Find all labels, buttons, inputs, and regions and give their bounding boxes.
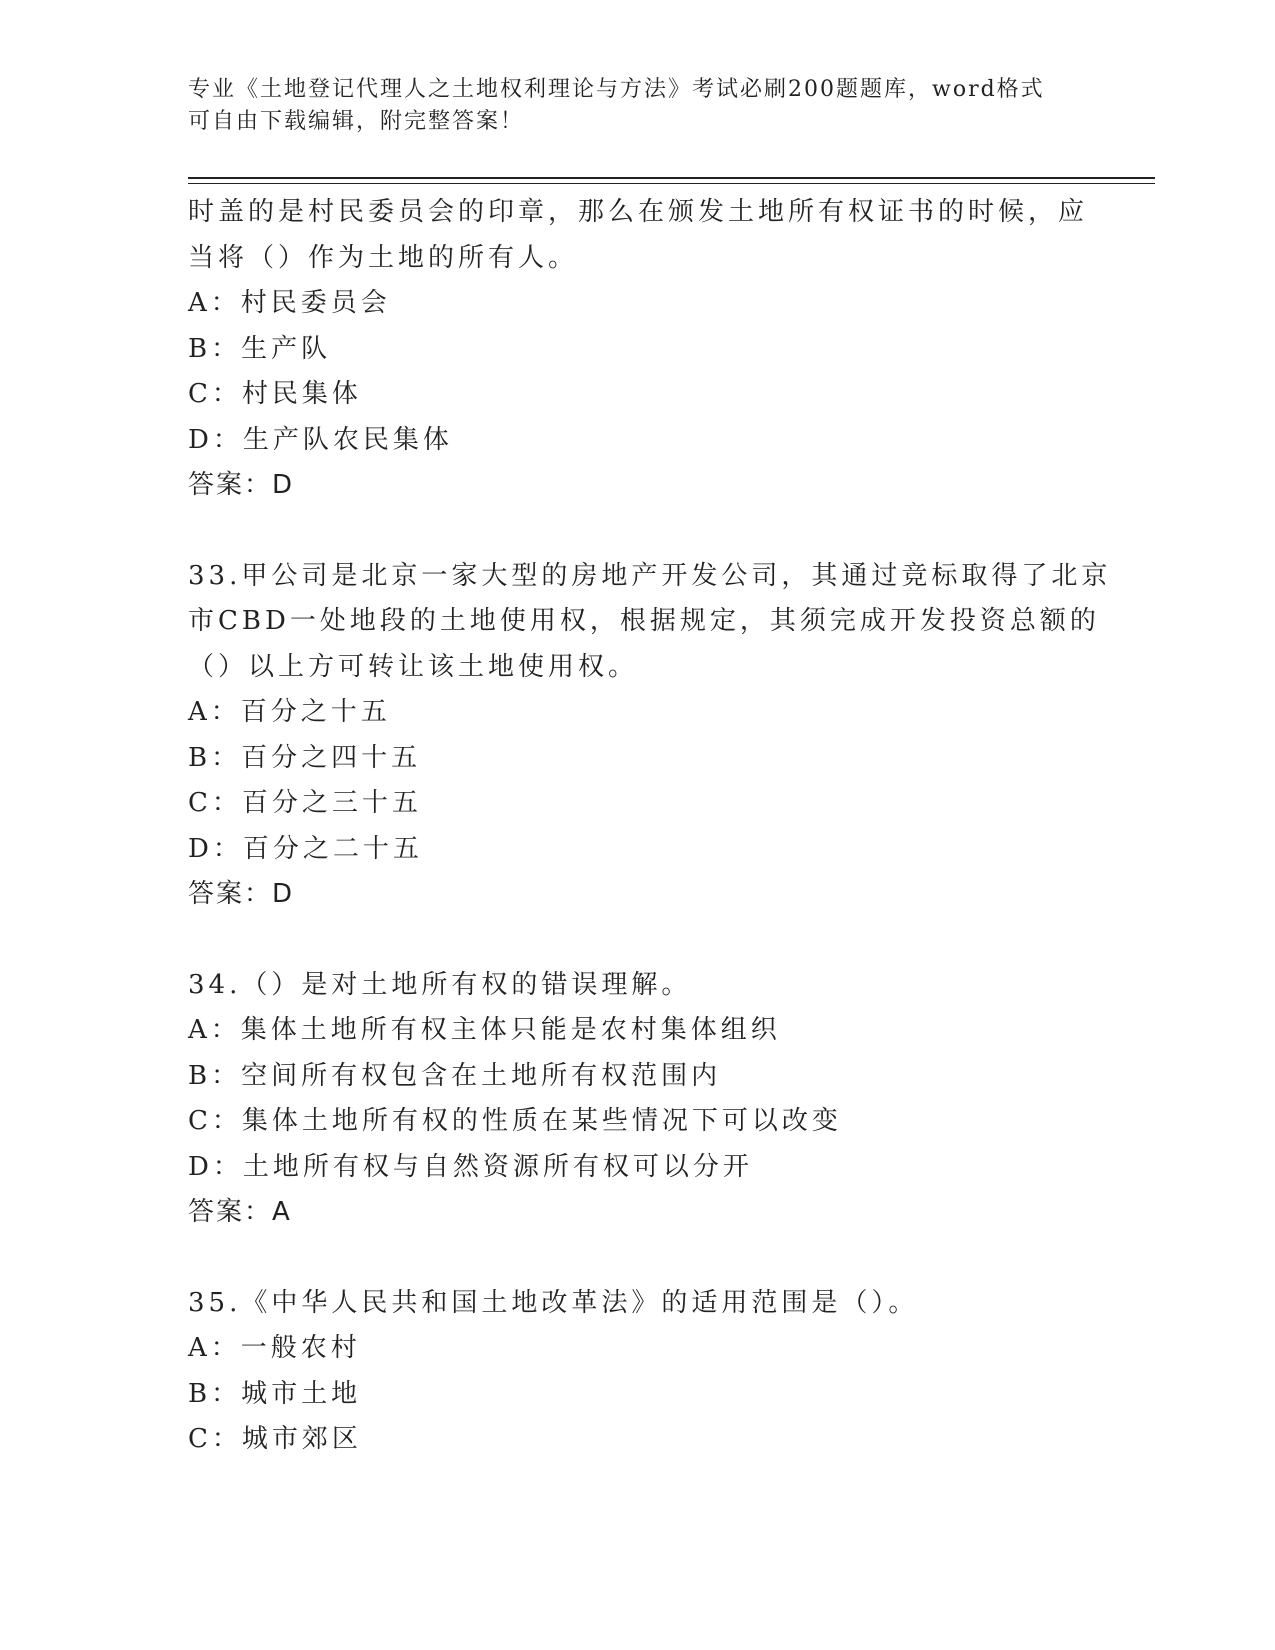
- header-rule-thick: [188, 177, 1155, 179]
- option-a: A：百分之十五: [188, 697, 391, 727]
- option-d: D：生产队农民集体: [188, 424, 453, 455]
- spacer: [188, 1236, 1088, 1281]
- option-b: B：百分之四十五: [188, 742, 422, 773]
- option-c: C：村民集体: [188, 379, 362, 409]
- spacer: [188, 918, 1088, 963]
- option-d: D：百分之二十五: [188, 833, 423, 864]
- question-stem-line: 35.《中华人民共和国土地改革法》的适用范围是（）。: [188, 1287, 919, 1318]
- header-line-2: 可自由下载编辑，附完整答案！: [188, 109, 525, 134]
- answer-line: 答案：D: [188, 879, 295, 909]
- option-b: B：城市土地: [188, 1378, 362, 1409]
- question-33: [188, 554, 1112, 918]
- question-32: [188, 190, 1088, 509]
- option-b: B：生产队: [188, 333, 332, 364]
- question-content: [188, 190, 1112, 1463]
- option-c: C：城市郊区: [188, 1424, 362, 1454]
- question-stem-line: （）以上方可转让该土地使用权。: [188, 651, 639, 682]
- option-d: D：土地所有权与自然资源所有权可以分开: [188, 1151, 753, 1182]
- document-header: [188, 74, 1068, 138]
- answer-line: 答案：A: [188, 1197, 292, 1227]
- option-b: B：空间所有权包含在土地所有权范围内: [188, 1060, 722, 1091]
- question-34: [188, 963, 1088, 1236]
- question-stem-line: 时盖的是村民委员会的印章，那么在颁发土地所有权证书的时候，应: [188, 197, 1089, 227]
- question-stem-line: 33.甲公司是北京一家大型的房地产开发公司，其通过竞标取得了北京: [188, 560, 1112, 591]
- question-35: [188, 1281, 1088, 1463]
- option-a: A：集体土地所有权主体只能是农村集体组织: [188, 1015, 781, 1045]
- option-c: C：百分之三十五: [188, 788, 422, 818]
- option-a: A：村民委员会: [188, 288, 391, 318]
- spacer: [188, 509, 1088, 554]
- header-rule-thin: [188, 183, 1155, 184]
- question-stem-line: 当将（）作为土地的所有人。: [188, 242, 579, 273]
- option-a: A：一般农村: [188, 1333, 361, 1363]
- question-stem-line: 市CBD一处地段的土地使用权，根据规定，其须完成开发投资总额的: [188, 606, 1100, 636]
- option-c: C：集体土地所有权的性质在某些情况下可以改变: [188, 1106, 842, 1136]
- header-line-1: 专业《土地登记代理人之土地权利理论与方法》考试必刷200题题库，word格式: [188, 77, 1045, 102]
- answer-line: 答案：D: [188, 470, 295, 500]
- question-stem-line: 34.（）是对土地所有权的错误理解。: [188, 969, 692, 1000]
